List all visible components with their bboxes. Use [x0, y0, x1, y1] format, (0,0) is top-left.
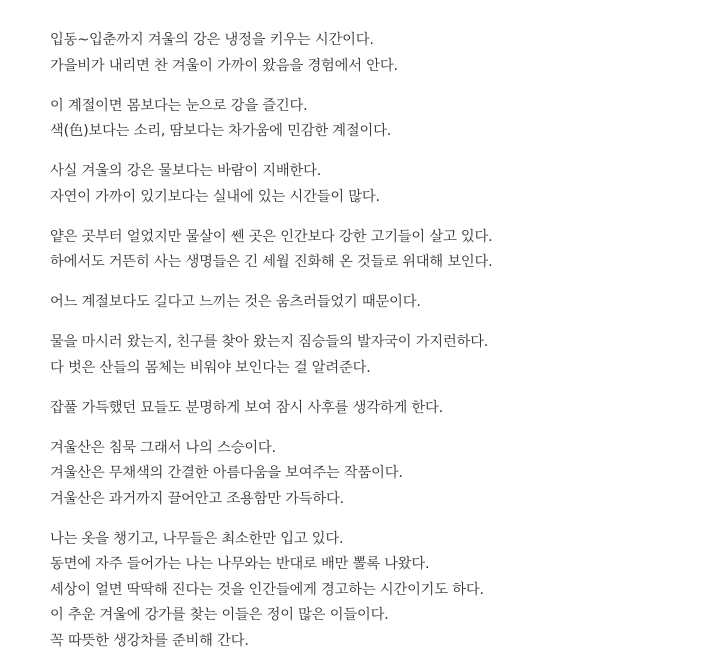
paragraph [50, 330, 690, 381]
text-line: 가을비가 내리면 찬 겨울이 가까이 왔음을 경험에서 안다. [50, 57, 398, 74]
text-line: 꼭 따뜻한 생강차를 준비해 간다. [50, 632, 249, 649]
paragraph [50, 396, 690, 422]
text-line: 사실 겨울의 강은 물보다는 바람이 지배한다. [50, 163, 322, 179]
paragraph [50, 436, 690, 513]
text-line: 어느 계절보다도 길다고 느끼는 것은 움츠러들었기 때문이다. [50, 294, 421, 310]
paragraph [50, 527, 690, 655]
text-line: 자연이 가까이 있기보다는 실내에 있는 시간들이 많다. [50, 188, 380, 205]
text-line: 겨울산은 침묵 그래서 나의 스승이다. [50, 439, 276, 456]
text-line: 물을 마시러 왔는지, 친구를 찾아 왔는지 짐승들의 발자국이 가지런하다. [50, 334, 489, 350]
text-line: 하에서도 거뜬히 사는 생명들은 긴 세월 진화해 온 것들로 위대해 보인다. [50, 254, 493, 270]
text-line: 겨울산은 무채색의 간결한 아름다움을 보여주는 작품이다. [50, 465, 403, 481]
text-line: 잡풀 가득했던 묘들도 분명하게 보여 잠시 사후를 생각하게 한다. [50, 399, 443, 416]
text-line: 세상이 얼면 딱딱해 진다는 것을 인간들에게 경고하는 시간이기도 하다. [50, 581, 484, 598]
text-line: 이 계절이면 몸보다는 눈으로 강을 즐긴다. [50, 97, 308, 114]
document-body [50, 28, 690, 669]
text-line: 이 추운 겨울에 강가를 찾는 이들은 정이 많은 이들이다. [50, 607, 389, 623]
text-line: 얕은 곳부터 얼었지만 물살이 쎈 곳은 인간보다 강한 고기들이 살고 있다. [50, 228, 493, 245]
paragraph [50, 290, 690, 316]
text-line: 나는 옷을 챙기고, 나무들은 최소한만 입고 있다. [50, 530, 344, 547]
paragraph [50, 225, 690, 276]
text-line: 입동~입춘까지 겨울의 강은 냉정을 키우는 시간이다. [50, 32, 374, 48]
text-line: 동면에 자주 들어가는 나는 나무와는 반대로 배만 뽈록 나왔다. [50, 556, 430, 572]
text-line: 겨울산은 과거까지 끌어안고 조용함만 가득하다. [50, 490, 344, 507]
text-line: 색(色)보다는 소리, 땀보다는 차가움에 민감한 계절이다. [50, 123, 392, 139]
paragraph [50, 28, 690, 79]
paragraph [50, 94, 690, 145]
text-line: 다 벗은 산들의 몸체는 비워야 보인다는 걸 알려준다. [50, 359, 371, 376]
paragraph [50, 159, 690, 210]
